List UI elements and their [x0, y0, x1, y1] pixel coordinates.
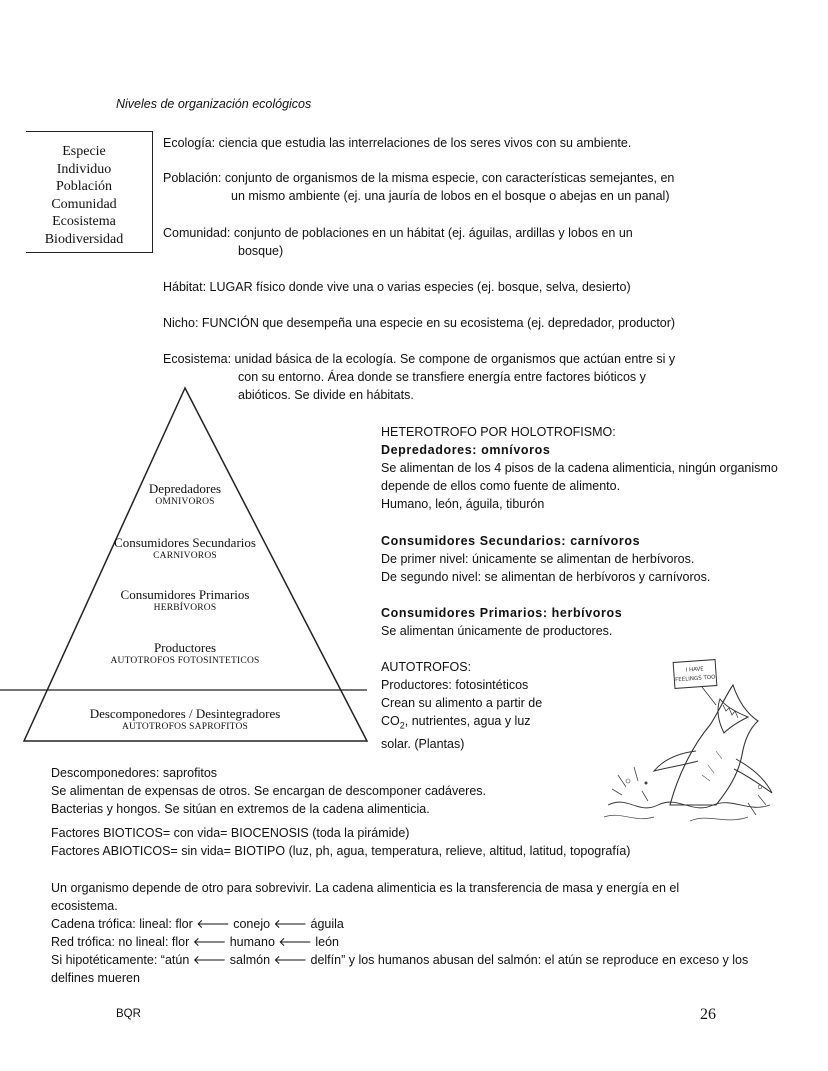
section-line: depende de ellos como fuente de alimento. [381, 479, 621, 493]
page-title: Niveles de organización ecológicos [116, 97, 312, 111]
paragraph-line: Si hipotéticamente: “atún 🡐 salmón 🡐 delfín” y los humanos abusan del salmón: el atún se reproduce en exceso y los [51, 953, 749, 967]
pyramid-level-sublabel: HERBÍVOROS [153, 603, 217, 613]
pyramid-level-label: Consumidores Secundarios [114, 535, 256, 550]
cadena-section [51, 879, 748, 987]
definition-line: abióticos. Se divide en hábitats. [238, 388, 414, 402]
paragraph-line: ecosistema. [51, 899, 118, 913]
section-heading: Depredadores: omnívoros [381, 443, 551, 457]
pyramid-outline [24, 388, 367, 741]
definition-line: un mismo ambiente (ej. una jauría de lobos en el bosque o abejas en un panal) [231, 189, 670, 203]
autotrofos-section [381, 658, 542, 753]
svg-text:I HAVE: I HAVE [685, 666, 704, 674]
pyramid-level-sublabel: AUTOTROFOS FOTOSINTETICOS [110, 656, 260, 666]
section-heading: AUTOTROFOS: [381, 660, 472, 674]
paragraph-line: Se alimentan de expensas de otros. Se encargan de descomponer cadáveres. [51, 784, 486, 798]
definition-nicho: Nicho: FUNCIÓN que desempeña una especie en su ecosistema (ej. depredador, productor) [163, 316, 676, 330]
level-item: Comunidad [51, 196, 117, 212]
definition-line: bosque) [238, 244, 284, 258]
definition-habitat: Hábitat: LUGAR físico donde vive una o varias especies (ej. bosque, selva, desierto) [163, 280, 631, 294]
pyramid-level-depredadores [95, 481, 275, 508]
paragraph-line: Factores BIOTICOS= con vida= BIOCENOSIS (toda la pirámide) [51, 826, 410, 840]
level-item: Población [56, 179, 112, 195]
paragraph-line: Un organismo depende de otro para sobrevivir. La cadena alimenticia es la transferencia de masa y energía en el [51, 881, 680, 895]
section-heading: Consumidores Secundarios: carnívoros [381, 534, 641, 548]
paragraph-line: Red trófica: no lineal: flor 🡐 humano 🡐 león [51, 935, 340, 949]
co2-subscript: 2 [399, 720, 405, 731]
descomponedores-section [51, 764, 486, 818]
heterotrofo-section [381, 423, 778, 513]
pyramid-level-descomponedores [60, 706, 310, 733]
page-number: 26 [700, 1006, 716, 1023]
pyramid-level-label: Consumidores Primarios [120, 587, 250, 602]
level-item: Biodiversidad [44, 231, 124, 247]
section-line: Se alimentan únicamente de productores. [381, 624, 613, 638]
pyramid-level-label: Productores [153, 640, 217, 655]
shark-illustration [598, 655, 778, 827]
section-line: Humano, león, águila, tiburón [381, 497, 545, 511]
primarios-section [381, 604, 622, 640]
factores-section [51, 824, 630, 860]
pyramid-level-sublabel: OMNIVOROS [155, 497, 215, 507]
section-line: De segundo nivel: se alimentan de herbívoros y carnívoros. [381, 570, 711, 584]
section-line: Productores: fotosintéticos [381, 678, 529, 692]
pyramid-level-productores [85, 640, 285, 667]
pyramid-level-secundarios [95, 535, 275, 562]
section-heading: HETEROTROFO POR HOLOTROFISMO: [381, 425, 616, 439]
svg-text:FEELINGS TOO: FEELINGS TOO [674, 674, 716, 684]
definition-line: Comunidad: conjunto de poblaciones en un hábitat (ej. águilas, ardillas y lobos en un [163, 226, 633, 240]
level-item: Ecosistema [52, 214, 116, 230]
secundarios-section [381, 532, 710, 586]
definition-ecologia: Ecología: ciencia que estudia las interrelaciones de los seres vivos con su ambiente. [163, 136, 632, 150]
paragraph-line: Factores ABIOTICOS= sin vida= BIOTIPO (luz, ph, agua, temperatura, relieve, altitud, latitud, topografía) [51, 844, 631, 858]
pyramid-level-sublabel: AUTOTROFOS SAPROFITOS [121, 722, 249, 732]
paragraph-line: Cadena trófica: lineal: flor 🡐 conejo 🡐 águila [51, 917, 344, 931]
section-heading: Consumidores Primarios: herbívoros [381, 606, 623, 620]
definition-line: Población: conjunto de organismos de la misma especie, con características semejantes, en [163, 171, 675, 185]
definition-line: Ecosistema: unidad básica de la ecología. Se compone de organismos que actúan entre si y [163, 352, 676, 366]
pyramid-level-label: Depredadores [148, 481, 222, 496]
section-line: Crean su alimento a partir de [381, 696, 543, 710]
pyramid-level-primarios [95, 587, 275, 614]
paragraph-line: delfines mueren [51, 971, 140, 985]
text-fade [814, 460, 828, 476]
level-item: Individuo [56, 161, 112, 177]
definition-line: con su entorno. Área donde se transfiere energía entre factores bióticos y [238, 370, 646, 384]
paragraph-line: Bacterias y hongos. Se sitúan en extremos de la cadena alimenticia. [51, 802, 430, 816]
co2-text: CO [381, 714, 400, 728]
co2-rest: , nutrientes, agua y luz [404, 714, 531, 728]
section-line: Se alimentan de los 4 pisos de la cadena alimenticia, ningún organismo [381, 461, 778, 475]
pyramid-level-sublabel: CARNIVOROS [153, 551, 217, 561]
section-line: solar. (Plantas) [381, 736, 465, 751]
level-item: Especie [62, 144, 106, 159]
section-line [381, 712, 542, 735]
footer-author: BQR [116, 1008, 141, 1020]
pyramid-level-label: Descomponedores / Desintegradores [89, 706, 281, 721]
section-line: De primer nivel: únicamente se alimentan de herbívoros. [381, 552, 695, 566]
paragraph-line: Descomponedores: saprofitos [51, 766, 218, 780]
